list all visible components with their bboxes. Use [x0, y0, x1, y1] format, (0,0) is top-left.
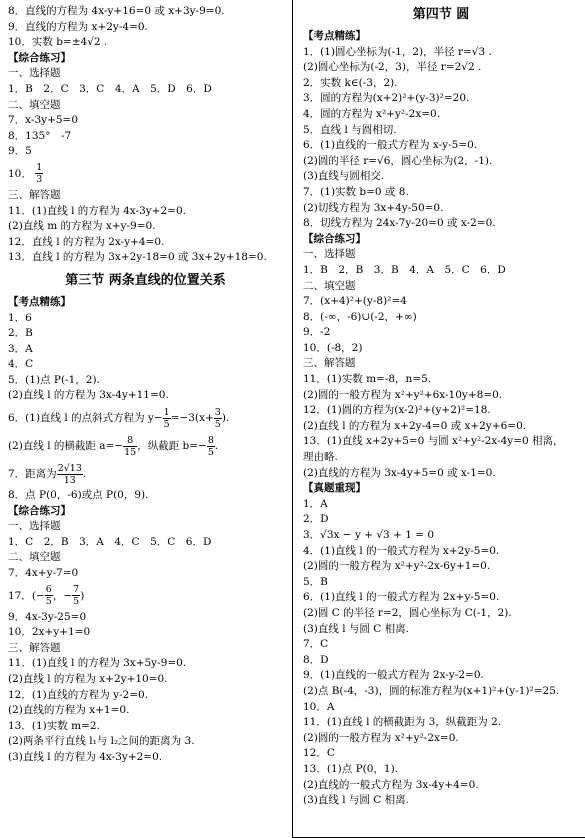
answer-line: 11．(1)直线 l 的方程为 4x-3y+2=0.: [8, 204, 186, 217]
answer-line: 12．直线 l 的方程为 2x-y+4=0.: [8, 235, 165, 248]
numerator: 3: [214, 406, 221, 418]
answer-line: 13．直线 l 的方程为 3x+2y-18=0 或 3x+2y+18=0.: [8, 251, 267, 264]
answer-line: 2．实数 k∈(-3，2).: [303, 76, 398, 89]
answer-line: 5．(1)点 P(-1，2).: [8, 373, 100, 386]
left-top-lines: [8, 4, 283, 51]
answer-line: 11．(1)直线 l 的方程为 3x+5y-9=0.: [8, 657, 187, 670]
text: 6．(1)直线 l 的点斜式方程为 y−: [8, 412, 163, 425]
fraction: [35, 162, 43, 185]
text: (−: [31, 589, 45, 602]
answer-line: 一、选择题: [8, 520, 61, 533]
text: =−3(x+: [170, 412, 214, 425]
answer-line: (2)点 B(-4，-3)，圆的标准方程为(x+1)²+(y-1)²=25.: [303, 684, 560, 697]
answer-line: 二、填空题: [303, 279, 356, 292]
answer-line: (2)直线的方程为 3x-4y+5=0 或 x-1=0.: [303, 466, 496, 479]
answer-item-6: [8, 404, 283, 432]
answer-line: 11．(1)实数 m=-8，n=5.: [303, 373, 432, 386]
answer-line: 1．6: [8, 311, 32, 324]
answer-line: 6．(1)直线的一般式方程为 x-y-5=0.: [303, 139, 478, 152]
answer-line: 9．4x-3y-25=0: [8, 610, 87, 623]
answer-line: 1．A: [303, 497, 328, 510]
points-lines: [8, 311, 283, 405]
answer-line: 三、解答题: [303, 357, 356, 370]
numerator: 8: [123, 435, 137, 447]
answer-line: 10．A: [303, 700, 335, 713]
denominator: 5: [214, 418, 221, 430]
text: (2)直线 l 的横截距 a=−: [8, 440, 124, 453]
answer-line: 8．135° -7: [8, 129, 72, 142]
answer-line: 8．(-∞，-6)∪(-2，+∞): [303, 310, 417, 323]
answer-line: 3．圆的方程为(x+2)²+(y-3)²=20.: [303, 92, 470, 105]
answer-line: 10．2x+y+1=0: [8, 626, 91, 639]
answer-line: 4．(1)直线 l 的一般式方程为 x+2y-5=0.: [303, 544, 500, 557]
fraction: [57, 463, 83, 486]
left-column: [8, 4, 283, 766]
fraction: [163, 407, 171, 430]
item-label: 17．: [8, 589, 32, 602]
review-lines: [303, 497, 579, 809]
answer-line: 1．(1)圆心坐标为(-1，2)，半径 r=√3 .: [303, 45, 492, 58]
answer-line: 三、解答题: [8, 188, 61, 201]
denominator: 5: [73, 596, 80, 608]
section-3-title: 第三节 两条直线的位置关系: [65, 272, 226, 288]
answer-line: 10．实数 b=±4√2 .: [8, 36, 108, 49]
answer-line: 1．B 2．B 3．B 4．A 5．C 6．D: [303, 263, 506, 276]
review-heading: 【真题重现】: [303, 482, 366, 495]
answer-line: 二、填空题: [8, 98, 61, 111]
answer-line: (2)圆的一般方程为 x²+y²-2x-6y+1=0.: [303, 560, 491, 573]
answer-line: (2)直线 m 的方程为 x+y-9=0.: [8, 220, 156, 233]
text: ).: [221, 412, 230, 425]
denominator: 15: [124, 446, 137, 458]
answer-line: 9．-2: [303, 326, 331, 339]
fraction: [72, 584, 80, 607]
answer-item-10: [8, 160, 283, 188]
numerator: 6: [45, 584, 52, 596]
answer-line: 1．B 2．C 3．C 4．A 5．D 6．D: [8, 82, 212, 95]
denominator: 5: [207, 446, 214, 458]
answer-line: 9．直线的方程为 x+2y-4=0.: [8, 20, 148, 33]
practice-heading-2: 【综合练习】: [8, 504, 71, 517]
text: 7．距离为: [8, 468, 57, 481]
answer-line: (3)直线 l 与圆 C 相离.: [303, 622, 409, 635]
answer-line: 10．(-8，2): [303, 341, 363, 354]
answer-line: 11．(1)直线 l 的横截距为 3，纵截距为 2.: [303, 716, 502, 729]
answer-line: 3．A: [8, 342, 33, 355]
denominator: 13: [63, 474, 76, 486]
answer-item-17: [8, 582, 283, 610]
denominator: 5: [163, 418, 170, 430]
column-divider: [292, 0, 293, 838]
denominator: 3: [36, 174, 43, 186]
answer-line: (2)直线的方程为 x+1=0.: [8, 704, 130, 717]
fraction: [123, 435, 137, 458]
denominator: 5: [45, 596, 52, 608]
answer-line: 7．x-3y+5=0: [8, 114, 79, 127]
answer-line: 3．√3x − y + √3 + 1 = 0: [303, 529, 435, 541]
answer-line: 8．D: [303, 653, 329, 666]
answer-line: 13．(1)直线 x+2y+5=0 与圆 x²+y²-2x-4y=0 相离，: [303, 435, 564, 448]
answer-item-8: 8．点 P(0，-6)或点 P(0，9).: [8, 489, 149, 502]
text: ，纵截距 b=−: [137, 440, 207, 453]
practice-heading: 【综合练习】: [8, 51, 71, 64]
answer-line: 9．(1)直线的一般式方程为 2x-y-2=0.: [303, 669, 484, 682]
answer-line: 5．B: [303, 575, 328, 588]
numerator: 8: [207, 434, 214, 446]
answer-item-7: [8, 460, 283, 488]
item-label: 10．: [8, 167, 32, 180]
answer-line: (2)圆心坐标为(-2，3)，半径 r=2√2 .: [303, 61, 482, 74]
answer-line: (3)直线 l 与圆 C 相离.: [303, 794, 409, 807]
answer-line: 1．C 2．B 3．A 4．C 5．C 6．D: [8, 535, 212, 548]
numerator: 1: [36, 162, 43, 174]
answer-item-6-2: [8, 432, 283, 460]
text: .: [214, 440, 219, 453]
answer-line: (2)直线 l 的方程为 x+2y+10=0.: [8, 673, 168, 685]
practice-lines: [303, 247, 579, 481]
answer-line: 2．D: [303, 513, 329, 526]
answer-line: (2)直线 l 的方程为 x+2y-4=0 或 x+2y+6=0.: [303, 419, 527, 432]
answer-line: 8．直线的方程为 4x-y+16=0 或 x+3y-9=0.: [8, 5, 225, 17]
answer-line: 二、填空题: [8, 551, 61, 564]
answer-line: 12．C: [303, 747, 335, 760]
points-heading: 【考点精练】: [303, 30, 366, 42]
answer-line: 4．C: [8, 358, 34, 371]
numerator: 7: [73, 584, 80, 596]
fraction: [207, 435, 215, 458]
answer-line: 6．(1)直线 l 的一般式方程为 2x+y-5=0.: [303, 591, 500, 604]
answer-line: 一、选择题: [8, 67, 61, 80]
fraction: [45, 584, 53, 607]
text: ，−: [52, 589, 73, 602]
answer-line: (2)圆的一般方程为 x²+y²-2x=0.: [303, 731, 459, 744]
text: .: [82, 468, 87, 481]
answer-line: 9．5: [8, 145, 32, 158]
answer-line: 4．圆的方程为 x²+y²-2x=0.: [303, 107, 441, 120]
practice-heading: 【综合练习】: [303, 232, 366, 245]
answer-line: (3)直线与圆相交.: [303, 170, 385, 183]
answer-line: 一、选择题: [303, 248, 356, 261]
answer-line: (2)直线的一般式方程为 3x-4y+4=0.: [303, 778, 479, 791]
answer-line: (2)直线 l 的方程为 3x-4y+11=0.: [8, 389, 169, 402]
points-lines: [303, 45, 579, 232]
right-column: [303, 4, 579, 809]
answer-line: 7．(x+4)²+(y-8)²=4: [303, 295, 407, 308]
answer-line: 12．(1)圆的方程为(x-2)²+(y+2)²=18.: [303, 404, 491, 417]
practice-lines-2: [8, 519, 283, 581]
answer-line: (2)两条平行直线 l₁与 l₂之间的距离为 3.: [8, 735, 195, 748]
practice-lines: [8, 66, 283, 160]
numerator: 2√13: [57, 462, 82, 474]
answer-line: (2)圆的一般方程为 x²+y²+6x-10y+8=0.: [303, 388, 503, 401]
answer-line: 7．(1)实数 b=0 或 8.: [303, 185, 409, 198]
answer-line: 13．(1)点 P(0，1).: [303, 762, 399, 775]
numerator: 1: [163, 406, 170, 418]
points-heading: 【考点精练】: [8, 295, 71, 308]
fraction: [214, 407, 222, 430]
practice-lines-2b: [8, 610, 283, 766]
answer-line: 12．(1)直线的方程为 y-2=0.: [8, 688, 149, 701]
answer-line: 7．C: [303, 638, 329, 651]
answer-line: 7．4x+y-7=0: [8, 567, 79, 580]
practice-lines-b: [8, 188, 283, 266]
answer-line: 理由略.: [303, 451, 338, 464]
answer-line: 2．B: [8, 327, 33, 340]
section-4-title: 第四节 圆: [412, 7, 470, 22]
answer-line: 三、解答题: [8, 641, 61, 654]
answer-line: (2)圆 C 的半径 r=2，圆心坐标为 C(-1，2).: [303, 606, 512, 619]
answer-line: 8．切线方程为 24x-7y-20=0 或 x-2=0.: [303, 217, 496, 230]
text: ): [80, 589, 85, 602]
answer-line: 5．直线 l 与圆相切.: [303, 123, 397, 136]
answer-line: 13．(1)实数 m=2.: [8, 719, 100, 732]
answer-line: (2)圆的半径 r=√6，圆心坐标为(2，-1).: [303, 154, 493, 167]
answer-line: (3)直线 l 的方程为 4x-3y+2=0.: [8, 750, 163, 763]
answer-line: (2)切线方程为 3x+4y-50=0.: [303, 201, 444, 214]
